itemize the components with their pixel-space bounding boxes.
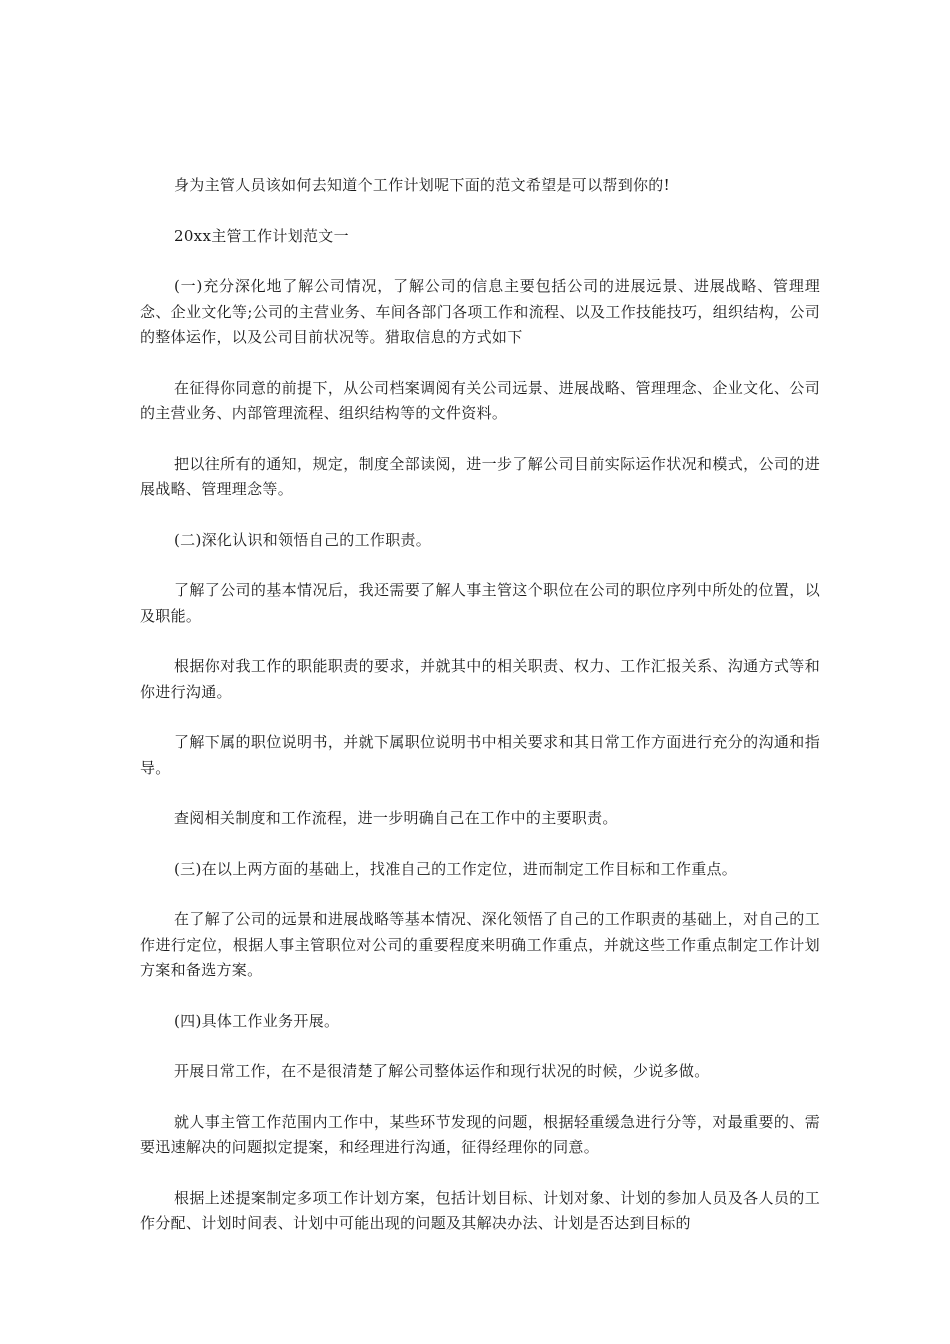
section-four-heading: (四)具体工作业务开展。: [174, 1011, 340, 1030]
section-two-heading: (二)深化认识和领悟自己的工作职责。: [174, 530, 432, 549]
body-paragraph: 了解下属的职位说明书，并就下属职位说明书中相关要求和其日常工作方面进行充分的沟通和指导。: [140, 733, 820, 777]
document-body: [140, 173, 820, 1262]
body-paragraph: 根据你对我工作的职能职责的要求，并就其中的相关职责、权力、工作汇报关系、沟通方式等和你进行沟通。: [140, 657, 820, 701]
body-paragraph: 就人事主管工作范围内工作中，某些环节发现的问题，根据轻重缓急进行分等，对最重要的、需要迅速解决的问题拟定提案，和经理进行沟通，征得经理你的同意。: [140, 1112, 820, 1156]
body-paragraph: 在征得你同意的前提下，从公司档案调阅有关公司远景、进展战略、管理理念、企业文化、公司的主营业务、内部管理流程、组织结构等的文件资料。: [140, 378, 820, 422]
body-paragraph: 在了解了公司的远景和进展战略等基本情况、深化领悟了自己的工作职责的基础上，对自己的工作进行定位，根据人事主管职位对公司的重要程度来明确工作重点，并就这些工作重点制定工作计划方案和备选方案。: [140, 910, 820, 979]
body-paragraph: 了解了公司的基本情况后，我还需要了解人事主管这个职位在公司的职位序列中所处的位置，以及职能。: [140, 581, 820, 625]
section-three-heading: (三)在以上两方面的基础上，找准自己的工作定位，进而制定工作目标和工作重点。: [174, 859, 738, 878]
body-paragraph: 根据上述提案制定多项工作计划方案，包括计划目标、计划对象、计划的参加人员及各人员的工作分配、计划时间表、计划中可能出现的问题及其解决办法、计划是否达到目标的: [140, 1188, 820, 1232]
body-paragraph: 开展日常工作，在不是很清楚了解公司整体运作和现行状况的时候，少说多做。: [174, 1062, 710, 1080]
section-one-paragraph: (一)充分深化地了解公司情况，了解公司的信息主要包括公司的进展远景、进展战略、管理理念、企业文化等;公司的主营业务、车间各部门各项工作和流程、以及工作技能技巧，组织结构，公司的整体运作，以及公司目前状况等。猎取信息的方式如下: [140, 277, 820, 346]
document-heading: 20xx主管工作计划范文一: [174, 226, 349, 245]
intro-paragraph: 身为主管人员该如何去知道个工作计划呢下面的范文希望是可以帮到你的!: [174, 176, 670, 194]
body-paragraph: 查阅相关制度和工作流程，进一步明确自己在工作中的主要职责。: [174, 809, 618, 827]
body-paragraph: 把以往所有的通知，规定，制度全部读阅，进一步了解公司目前实际运作状况和模式，公司的进展战略、管理理念等。: [140, 454, 820, 498]
